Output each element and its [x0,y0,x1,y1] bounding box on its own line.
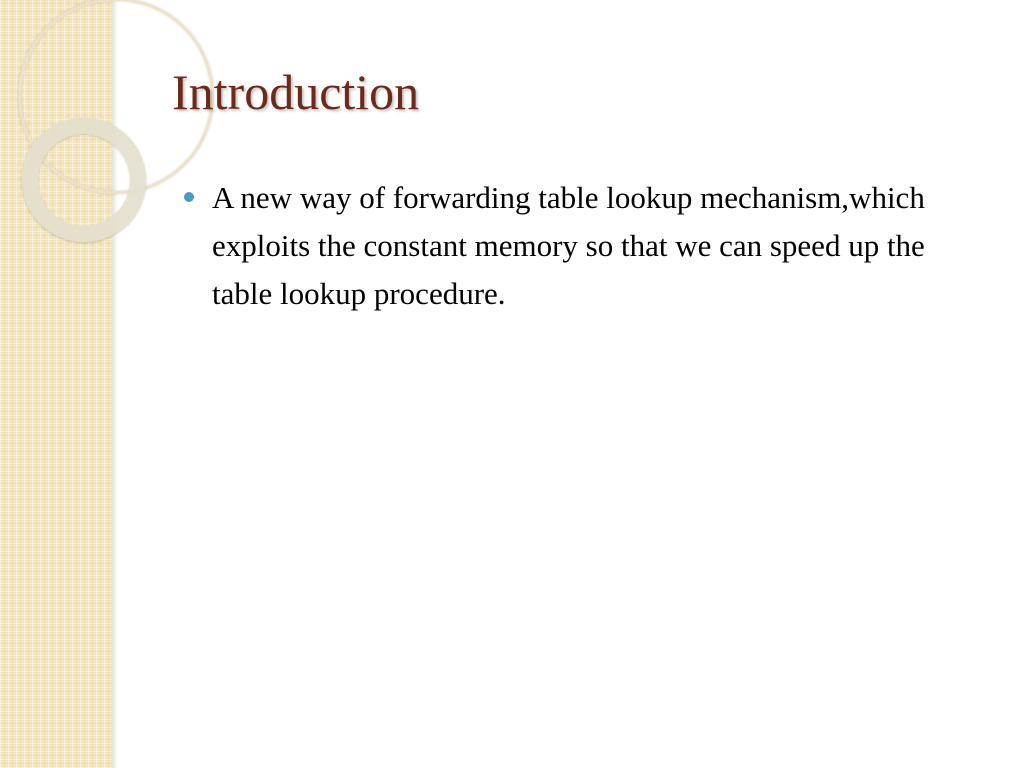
bullet-dot-icon [184,192,194,202]
slide-title: Introduction [172,64,420,120]
bullet-text: A new way of forwarding table lookup mechanism,which exploits the constant memory so that we can speed up the table lookup procedure. [212,180,925,311]
list-item [178,174,998,318]
bullet-list [178,174,998,318]
small-ring-decoration [22,118,146,242]
